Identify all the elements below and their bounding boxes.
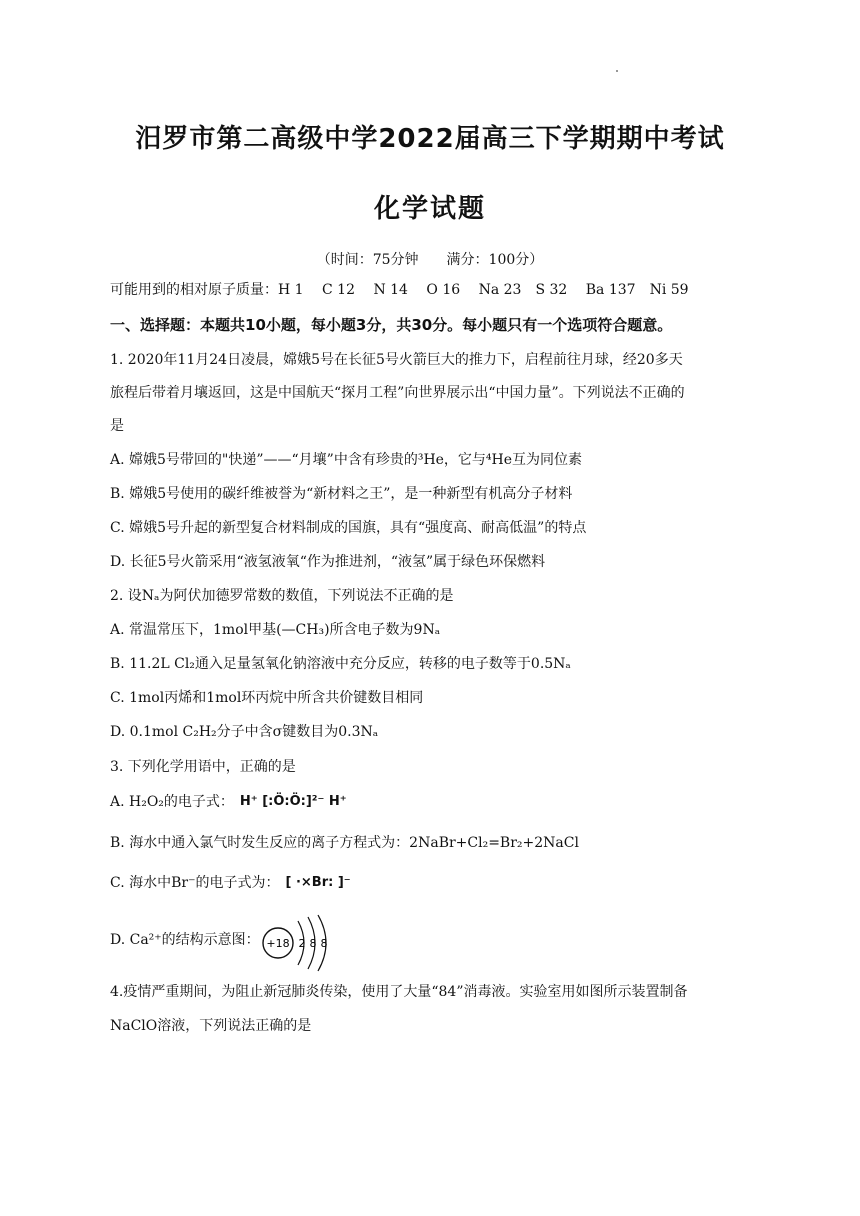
atomic-masses: 可能用到的相对原子质量：H 1 C 12 N 14 O 16 Na 23 S 32 Ba 137 Ni 59 xyxy=(110,282,689,298)
exam-title: 汨罗市第二高级中学2022届高三下学期期中考试 xyxy=(135,124,725,154)
q1-option-c: C. 嫦娥5号升起的新型复合材料制成的国旗，具有“强度高、耐高低温”的特点 xyxy=(110,520,587,536)
section-heading: 一、选择题：本题共10小题，每小题3分，共30分。每小题只有一个选项符合题意。 xyxy=(110,316,673,334)
q1-stem-line1: 1. 2020年11月24日凌晨，嫦娥5号在长征5号火箭巨大的推力下，启程前往月球，经20多天 xyxy=(110,352,683,368)
q4-stem-line2: NaClO溶液，下列说法正确的是 xyxy=(110,1018,312,1034)
q4-stem-line1: 4.疫情严重期间，为阻止新冠肺炎传染，使用了大量“84”消毒液。实验室用如图所示装置制备 xyxy=(110,984,688,1000)
q2-option-b: B. 11.2L Cl₂通入足量氢氧化钠溶液中充分反应，转移的电子数等于0.5Nₐ xyxy=(110,656,571,672)
q3-option-d xyxy=(110,930,760,950)
scan-dot xyxy=(616,70,618,72)
q3-option-c-text: C. 海水中Br⁻的电子式为： xyxy=(110,875,280,891)
q1-option-b: B. 嫦娥5号使用的碳纤维被誉为“新材料之王”，是一种新型有机高分子材料 xyxy=(110,486,573,502)
q2-option-a: A. 常温常压下，1mol甲基(—CH₃)所含电子数为9Nₐ xyxy=(110,622,441,638)
bromide-electron-formula: [ ·×Br: ]⁻ xyxy=(285,875,351,890)
calcium-ion-structure-diagram xyxy=(258,913,340,973)
shell-electrons-1: 2 xyxy=(298,937,306,950)
q1-option-a: A. 嫦娥5号带回的"快递”——“月壤”中含有珍贵的³He，它与⁴He互为同位素 xyxy=(110,452,583,468)
q3-stem: 3. 下列化学用语中，正确的是 xyxy=(110,759,296,775)
shell-electrons-3: 8 xyxy=(320,937,328,950)
exam-info: （时间：75分钟 满分：100分） xyxy=(316,252,544,268)
q3-option-a xyxy=(110,792,760,812)
q3-option-a-text: A. H₂O₂的电子式： xyxy=(110,794,234,810)
q3-option-d-text: D. Ca²⁺的结构示意图： xyxy=(110,932,260,948)
h2o2-electron-formula: H⁺ [:Ö:Ö:]²⁻ H⁺ xyxy=(239,794,347,809)
q2-option-d: D. 0.1mol C₂H₂分子中含σ键数目为0.3Nₐ xyxy=(110,724,379,740)
shell-electrons-2: 8 xyxy=(309,937,317,950)
q1-stem-line2: 旅程后带着月壤返回，这是中国航天“探月工程”向世界展示出“中国力量”。下列说法不正确的 xyxy=(110,385,685,401)
q2-stem: 2. 设Nₐ为阿伏加德罗常数的数值，下列说法不正确的是 xyxy=(110,588,454,604)
q2-option-c: C. 1mol丙烯和1mol环丙烷中所含共价键数目相同 xyxy=(110,690,424,706)
exam-subtitle: 化学试题 xyxy=(373,194,486,224)
q3-option-b: B. 海水中通入氯气时发生反应的离子方程式为：2NaBr+Cl₂=Br₂+2NaCl xyxy=(110,835,579,851)
q1-stem-line3: 是 xyxy=(110,418,124,434)
q3-option-c xyxy=(110,873,760,893)
q1-option-d: D. 长征5号火箭采用“液氢液氧“作为推进剂，“液氢”属于绿色环保燃料 xyxy=(110,554,546,570)
nucleus-charge: +18 xyxy=(266,937,290,950)
